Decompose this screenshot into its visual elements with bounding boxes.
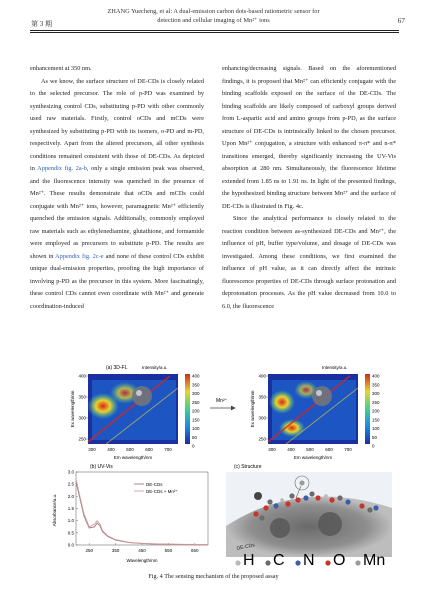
legend-atom-n [295, 560, 300, 565]
colorbar-tick: 200 [192, 408, 200, 414]
atom-legend-label: Mn [363, 552, 386, 569]
colorbar-tick: 0 [372, 443, 375, 449]
atom-legend-label: O [333, 552, 346, 569]
text-run: , only a single emission peak was observed, and the fluorescence intensity was quenched in the presence of Mn²⁺. These results demonstrate that oCDs and mCDs could conjugate with Mn²⁺ ions, however, paramagnetic Mn²⁺ efficiently quenched the emission signals. Additionally, commonly employed raw materials such as ethylenediamine, glutathione, and formamide were employed as precursors to substitute p-PD. The results are shown in [30, 165, 204, 260]
x-tick-label: 300 [88, 447, 96, 452]
y-tick-label: 2.5 [67, 481, 74, 487]
x-axis-label: Em wavelength/nm [113, 455, 153, 460]
panel-a-label: (a) 3D-FL [106, 365, 128, 371]
x-tick-label: 400 [107, 447, 115, 452]
y-axis-label: Ex wavelength/nm [70, 390, 75, 428]
y-tick-label: 350 [258, 394, 266, 400]
colorbar-tick: 300 [372, 391, 380, 396]
atom-o [253, 511, 258, 516]
uv-axis-ticks [68, 470, 199, 554]
x-tick-label: 700 [164, 447, 172, 452]
colorbar-tick: 300 [192, 391, 200, 396]
arrow-label: Mn²⁺ [216, 398, 228, 404]
paragraph [30, 76, 204, 314]
y-tick-label: 400 [258, 373, 266, 379]
atom-h [280, 498, 284, 502]
y-tick-label: 2.0 [67, 493, 74, 499]
header-rule-top [30, 30, 399, 31]
atom-o [359, 503, 364, 508]
surface-particle [254, 492, 262, 500]
uv-plot-frame [76, 472, 208, 545]
colorbar-ticks [372, 374, 380, 449]
colorbar-tick: 200 [372, 408, 380, 414]
y-tick-label: 300 [258, 415, 266, 421]
x-tick-label: 250 [85, 548, 93, 553]
heatmap-after [268, 374, 358, 444]
colorbar-ticks [192, 374, 200, 449]
y-axis-ticks [78, 374, 88, 442]
dot-particle [132, 386, 152, 406]
y-tick-label: 0.5 [67, 530, 74, 536]
colorbar-tick: 250 [372, 399, 380, 405]
x-tick-label: 300 [268, 447, 276, 452]
atom-n [303, 495, 308, 500]
colorbar-tick: 150 [192, 417, 200, 423]
colorbar [365, 374, 370, 444]
y-tick-label: 300 [78, 415, 86, 421]
atom-n [273, 503, 278, 508]
emission-peak [269, 390, 295, 414]
atom-n [373, 505, 378, 510]
colorbar-tick: 0 [192, 443, 195, 449]
mn-atom [300, 481, 305, 486]
y-tick-label: 0.0 [67, 542, 74, 548]
atom-o [295, 497, 300, 502]
uv-y-axis-label: Absorbance/a.u. [52, 493, 57, 527]
text-run: As we know, the surface structure of DE-CDs is closely related to the selected precursor. The role of p-PD was examined by synthesizing control CDs, substituting p-PD with other commonly used raw materials. Firstly, control oCDs and mCDs were synthesized by substituting p-PD with its isomers, o-PD and m-PD, respectively. Apart from the altered precursors, all other synthesis conditions remained consistent with those of DE-CDs. As depicted in [30, 77, 204, 172]
atom-o [315, 495, 320, 500]
colorbar-tick: 400 [192, 373, 200, 379]
y-tick-label: 250 [78, 436, 86, 442]
x-tick-label: 500 [306, 447, 314, 452]
atom-c [259, 515, 264, 520]
text-run: and none of these control CDs exhibit unique dual-emission properties, proofing the high importance of involving p-PD as the precursor in this system. More fascinatingly, these control CDs cannot even coordinate with Mn²⁺ and generate coordination-induced [30, 252, 204, 310]
atom-n [345, 499, 350, 504]
x-tick-label: 550 [164, 548, 173, 553]
atom-c [267, 499, 272, 504]
uv-x-axis-label: Wavelength/nm [126, 558, 158, 563]
x-tick-label: 650 [191, 548, 199, 553]
x-tick-label: 600 [145, 447, 153, 452]
appendix-link[interactable]: Appendix fig. 2a-b [37, 165, 87, 172]
legend-atom-h [235, 560, 240, 565]
paragraph: enhancing/decreasing signals. Based on the aforementioned findings, it is proposed that Mn²⁺ can efficiently conjugate with the binding scaffolds exposed on the surface of the DE-CDs. The binding scaffolds are likely composed of carboxyl groups derived from L-aspartic acid and amino groups from p-PD, as the surface structure of DE-CDs is intrinsically linked to the chosen precursor. Upon Mn²⁺ conjugation, a structure with enhanced π-π* and n-π* transitions emerged, thereby significantly increasing the UV-Vis absorption at 280 nm. Simultaneously, the fluorescence lifetime extended from 1.85 ns to 1.91 ns. In light of the presented findings, the hypothesized binding structure between Mn²⁺ and the surface of DE-CDs is illustrated in Fig. 4c. [222, 65, 396, 210]
x-tick-label: 700 [344, 447, 352, 452]
atom-o [263, 505, 268, 510]
colorbar-tick: 350 [372, 382, 380, 388]
colorbar-tick: 100 [372, 426, 380, 431]
colorbar-tick: 350 [192, 382, 200, 388]
colorbar-tick: 250 [192, 399, 200, 405]
colorbar-title: Intensity/a.u. [142, 365, 168, 370]
uv-series [76, 479, 208, 545]
y-tick-label: 350 [78, 394, 86, 400]
atom-legend-label: H [243, 552, 255, 569]
x-axis-ticks [88, 447, 172, 452]
atom-legend-label: C [273, 552, 285, 569]
atom-legend-label: N [303, 552, 315, 569]
surface-particle [270, 518, 290, 538]
structure-illustration [226, 472, 392, 557]
colorbar-tick: 50 [372, 434, 378, 440]
y-tick-label: 400 [78, 373, 86, 379]
x-axis-label: Em wavelength/nm [293, 455, 333, 460]
atom-c [367, 507, 372, 512]
y-tick-label: 1.0 [67, 518, 74, 524]
atom-c [289, 493, 294, 498]
legend-atom-c [265, 560, 270, 565]
x-tick-label: 500 [126, 447, 134, 452]
core-label: DE-CDs [236, 542, 256, 552]
page-number: 67 [397, 16, 405, 25]
issue-number: 第 3 期 [31, 20, 52, 28]
running-title-line1: ZHANG Yuecheng, et al: A dual-emission carbon dots-based ratiometric sensor for [107, 8, 320, 15]
colorbar-tick: 50 [192, 434, 198, 440]
y-tick-label: 3.0 [67, 469, 74, 475]
figure-caption: Fig. 4 The sensing mechanism of the proposed assay [148, 573, 279, 580]
x-tick-label: 600 [325, 447, 333, 452]
atom-c [309, 491, 314, 496]
running-title-line2: detection and cellular imaging of Mn²⁺ ions [157, 17, 270, 24]
x-axis-ticks [268, 447, 352, 452]
series-line [76, 479, 208, 544]
y-tick-label: 250 [258, 436, 266, 442]
legend-entry: DE-CDs [146, 482, 163, 487]
atom-o [285, 501, 290, 506]
heatmap-before [87, 374, 178, 444]
surface-particle [318, 512, 342, 536]
legend-atom-mn [355, 560, 360, 565]
colorbar-tick: 400 [372, 373, 380, 379]
paragraph: Since the analytical performance is closely related to the reaction condition between as-synthesized DE-CDs and Mn²⁺, the influence of pH, buffer type/volume, and dosage of DE-CDs was investigated. Among these conditions, we first examined the influence of pH value, as it can directly affect the intrinsic fluorescence properties of DE-CDs through surface protonation and deprotonation processes. As the pH value decreased from 10.0 to 6.0, the fluorescence [222, 215, 396, 310]
y-tick-label: 1.5 [67, 506, 74, 511]
y-axis-label: Ex wavelength/nm [250, 390, 255, 428]
colorbar-tick: 150 [372, 417, 380, 423]
colorbar-tick: 100 [192, 426, 200, 431]
atom-o [329, 497, 334, 502]
atom-c [337, 495, 342, 500]
atom-h [324, 494, 328, 498]
header-rule-bottom [30, 32, 399, 33]
panel-b-label: (b) UV-Vis [90, 464, 113, 470]
legend-atom-o [325, 560, 330, 565]
dot-particle [312, 386, 332, 406]
y-axis-ticks [258, 374, 268, 442]
panel-c-label: (c) Structure [234, 464, 262, 470]
colorbar [185, 374, 190, 444]
uv-legend [134, 482, 178, 494]
x-tick-label: 350 [111, 548, 120, 553]
x-tick-label: 450 [138, 548, 146, 553]
legend-entry: DE-CDs + Mn²⁺ [146, 489, 178, 494]
figure-4 [30, 358, 402, 570]
appendix-link[interactable]: Appendix fig. 2c-e [55, 252, 104, 260]
right-column [222, 63, 396, 313]
colorbar-title: Intensity/a.u. [322, 365, 348, 370]
left-column [30, 63, 204, 313]
paragraph: enhancement at 350 nm. [30, 65, 92, 72]
x-tick-label: 400 [287, 447, 295, 452]
